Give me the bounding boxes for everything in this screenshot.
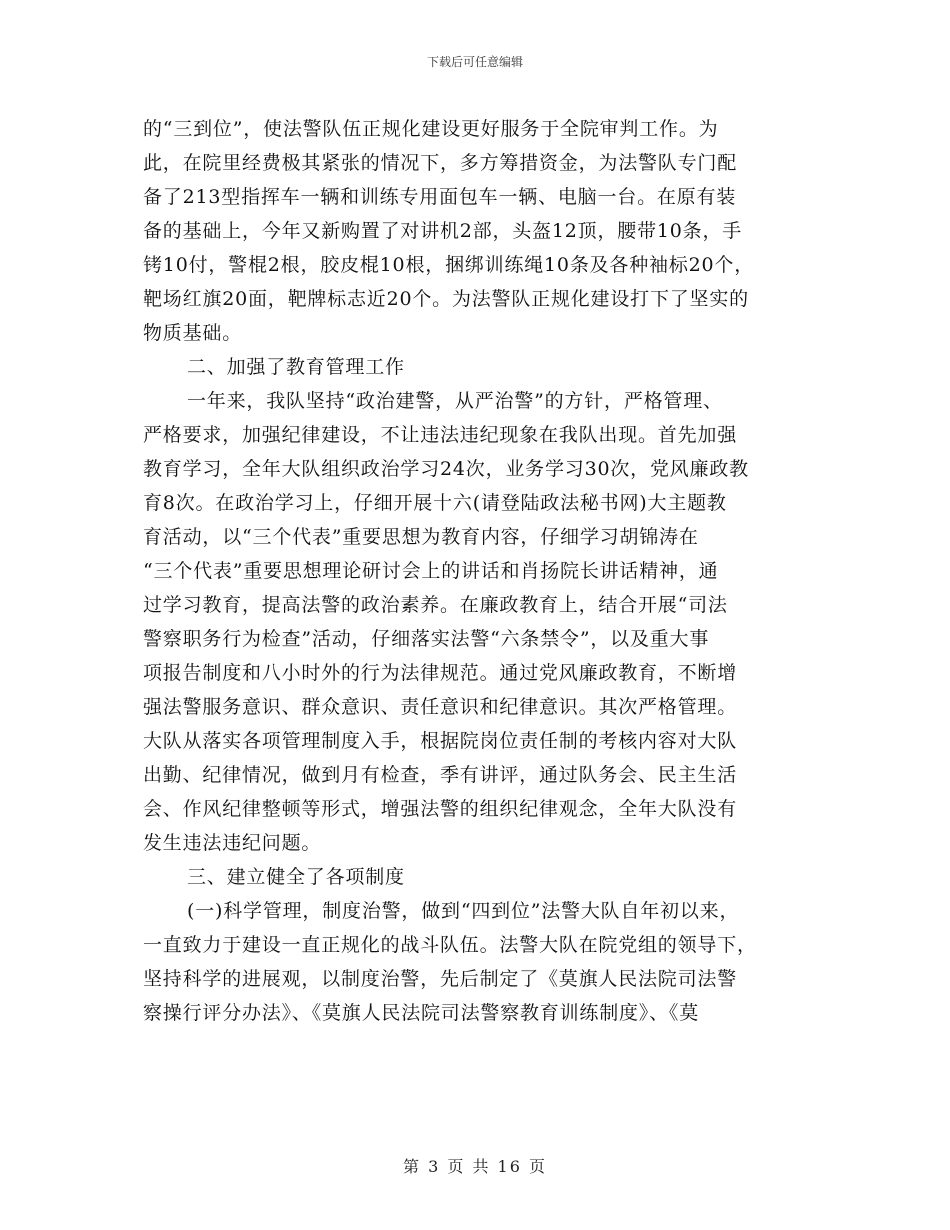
body-line: 察操行评分办法》、《莫旗人民法院司法警察教育训练制度》、《莫 <box>143 1002 700 1024</box>
body-line: 的“三到位”，使法警队伍正规化建设更好服务于全院审判工作。为 <box>143 118 719 140</box>
body-line: 发生违法违纪问题。 <box>143 832 322 854</box>
body-text <box>143 112 823 1030</box>
section-heading: 二、加强了教育管理工作 <box>187 356 405 378</box>
body-line: 会、作风纪律整顿等形式，增强法警的组织纪律观念，全年大队没有 <box>143 798 738 820</box>
body-line: 大队从落实各项管理制度入手，根据院岗位责任制的考核内容对大队 <box>143 730 738 752</box>
body-line: 育活动，以“三个代表”重要思想为教育内容，仔细学习胡锦涛在 <box>143 526 699 548</box>
body-line: 备的基础上，今年又新购置了对讲机2部，头盔12顶，腰带10条，手 <box>143 220 743 242</box>
body-line: 项报告制度和八小时外的行为法律规范。通过党风廉政教育，不断增 <box>143 662 738 684</box>
body-line: 育8次。在政治学习上，仔细开展十六(请登陆政法秘书网)大主题教 <box>143 492 727 514</box>
page-header: 下载后可任意编辑 <box>426 55 523 69</box>
body-line: 严格要求，加强纪律建设，不让违法违纪现象在我队出现。首先加强 <box>143 424 738 446</box>
section-heading: 三、建立健全了各项制度 <box>187 866 405 888</box>
body-line: 一年来，我队坚持“政治建警，从严治警”的方针，严格管理、 <box>187 390 723 412</box>
body-line: 警察职务行为检查”活动，仔细落实法警“六条禁令”，以及重大事 <box>143 628 710 650</box>
body-line: 靶场红旗20面，靶牌标志近20个。为法警队正规化建设打下了坚实的 <box>143 288 749 310</box>
body-line: 铐10付，警棍2根，胶皮棍10根，捆绑训练绳10条及各种袖标20个， <box>143 254 754 276</box>
body-line: 坚持科学的进展观，以制度治警，先后制定了《莫旗人民法院司法警 <box>143 968 738 990</box>
body-line: 物质基础。 <box>143 322 243 344</box>
body-line: 过学习教育，提高法警的政治素养。在廉政教育上，结合开展“司法 <box>143 594 728 616</box>
body-line: 强法警服务意识、群众意识、责任意识和纪律意识。其次严格管理。 <box>143 696 738 718</box>
body-line: (一)科学管理，制度治警，做到“四到位”法警大队自年初以来， <box>187 900 740 922</box>
body-line: 教育学习，全年大队组织政治学习24次，业务学习30次，党风廉政教 <box>143 458 749 480</box>
body-line: 此，在院里经费极其紧张的情况下，多方筹措资金，为法警队专门配 <box>143 152 738 174</box>
body-line: 一直致力于建设一直正规化的战斗队伍。法警大队在院党组的领导下， <box>143 934 757 956</box>
body-line: “三个代表”重要思想理论研讨会上的讲话和肖扬院长讲话精神，通 <box>143 560 719 582</box>
body-line: 备了213型指挥车一辆和训练专用面包车一辆、电脑一台。在原有装 <box>143 186 737 208</box>
page-footer: 第 3 页 共 16 页 <box>403 1157 547 1176</box>
body-line: 出勤、纪律情况，做到月有检查，季有讲评，通过队务会、民主生活 <box>143 764 738 786</box>
